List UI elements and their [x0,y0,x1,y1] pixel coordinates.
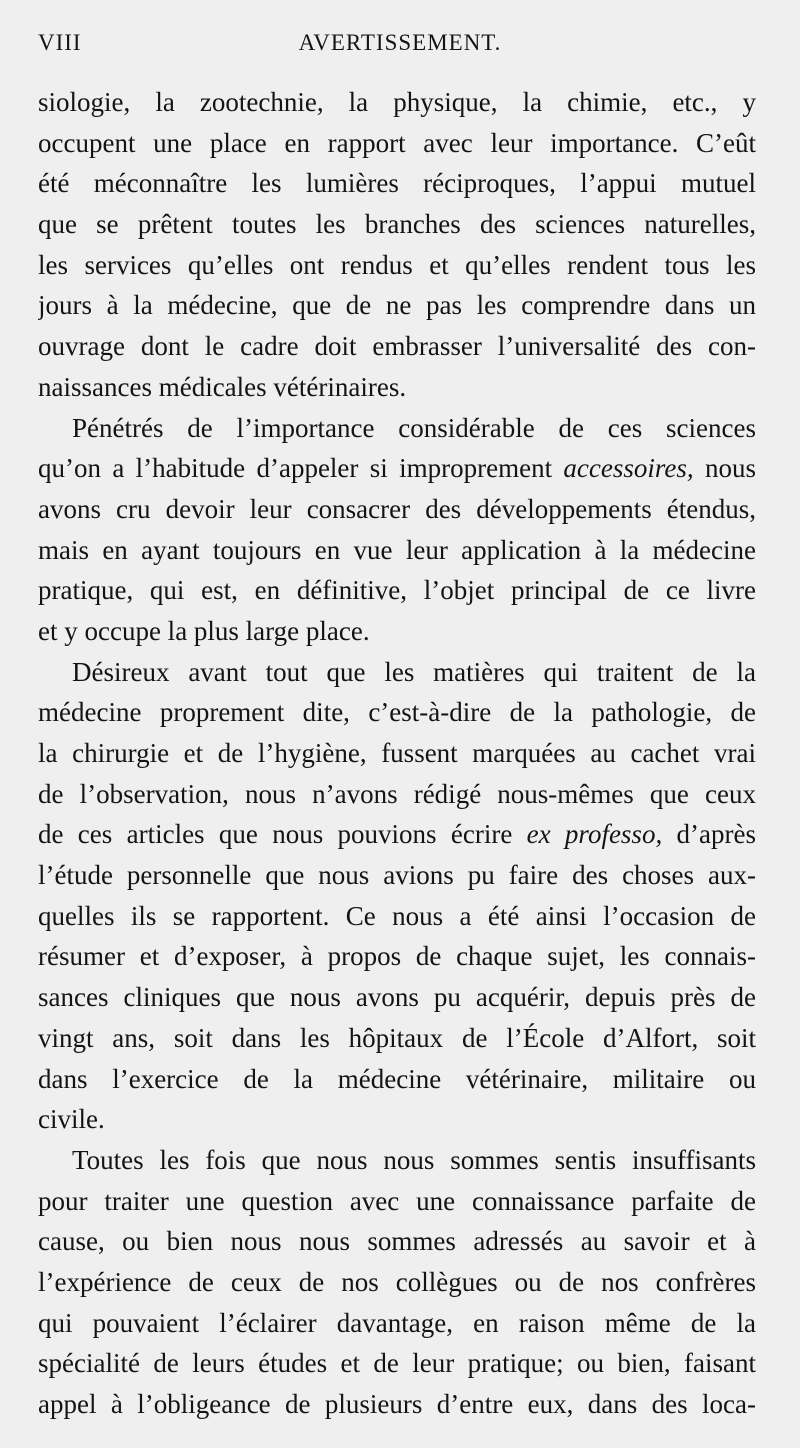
text-line: été méconnaître les lumières réciproques, l’appui mutuel [38,168,756,199]
text-line: Désireux avant tout que les matières qui traitent de la [72,656,756,687]
text-line: naissances médicales vétérinaires. [38,371,407,402]
italic-term: ex professo, [526,819,663,850]
text-line: que se prêtent toutes les branches des sciences naturelles, [38,209,756,240]
text-line: les services qu’elles ont rendus et qu’elles rendent tous les [38,249,756,280]
text-line: la chirurgie et de l’hygiène, fussent marquées au cachet vrai [38,738,756,768]
text-line: cause, ou bien nous nous sommes adressés au savoir et à [38,1226,756,1257]
text-line: qu’on a l’habitude d’appeler si improprement accessoires, nous [38,453,756,484]
text-line: civile. [38,1104,105,1135]
text-line: pour traiter une question avec une connaissance parfaite de [38,1185,756,1216]
text-line: appel à l’obligeance de plusieurs d’entre eux, dans des loca- [38,1389,756,1419]
text-line: sances cliniques que nous avons pu acquérir, depuis près de [38,982,756,1013]
text-line: pratique, qui est, en définitive, l’objet principal de ce livre [38,575,756,606]
text-line: jours à la médecine, que de ne pas les comprendre dans un [38,290,756,321]
text-line: avons cru devoir leur consacrer des développements étendus, [38,493,756,524]
text-line: de ces articles que nous pouvions écrire ex professo, d’après [38,819,756,850]
text-line: occupent une place en rapport avec leur importance. C’eût [38,127,756,158]
text-line: résumer et d’exposer, à propos de chaque sujet, les connais- [38,941,756,972]
page-number: VIII [38,30,82,55]
text-line: quelles ils se rapportent. Ce nous a été ainsi l’occasion de [38,900,756,931]
body-text [38,82,756,1425]
text-line: dans l’exercice de la médecine vétérinaire, militaire ou [38,1063,756,1094]
text-line: mais en ayant toujours en vue leur application à la médecine [38,534,756,565]
text-line: ouvrage dont le cadre doit embrasser l’universalité des con- [38,331,756,362]
text-line: médecine proprement dite, c’est-à-dire de la pathologie, de [38,697,756,728]
text-line: siologie, la zootechnie, la physique, la chimie, etc., y [38,87,756,117]
text-line: de l’observation, nous n’avons rédigé nous-mêmes que ceux [38,778,756,809]
paragraph-4 [38,1140,756,1425]
text-line: spécialité de leurs études et de leur pratique; ou bien, faisant [38,1348,756,1379]
text-line: l’expérience de ceux de nos collègues ou de nos confrères [38,1266,756,1297]
text-line: Pénétrés de l’importance considérable de ces sciences [72,412,756,443]
italic-term: accessoires, [563,453,694,484]
text-line: vingt ans, soit dans les hôpitaux de l’École d’Alfort, soit [38,1022,756,1053]
text-line: et y occupe la plus large place. [38,615,370,646]
text-line: qui pouvaient l’éclairer davantage, en raison même de la [38,1307,756,1338]
text-line: l’étude personnelle que nous avions pu faire des choses aux- [38,860,756,891]
paragraph-1 [38,82,756,408]
paragraph-2 [38,408,756,652]
running-title: AVERTISSEMENT. [298,30,502,55]
text-line: Toutes les fois que nous nous sommes sentis insuffisants [72,1144,756,1175]
paragraph-3 [38,652,756,1140]
page-header [38,30,762,64]
